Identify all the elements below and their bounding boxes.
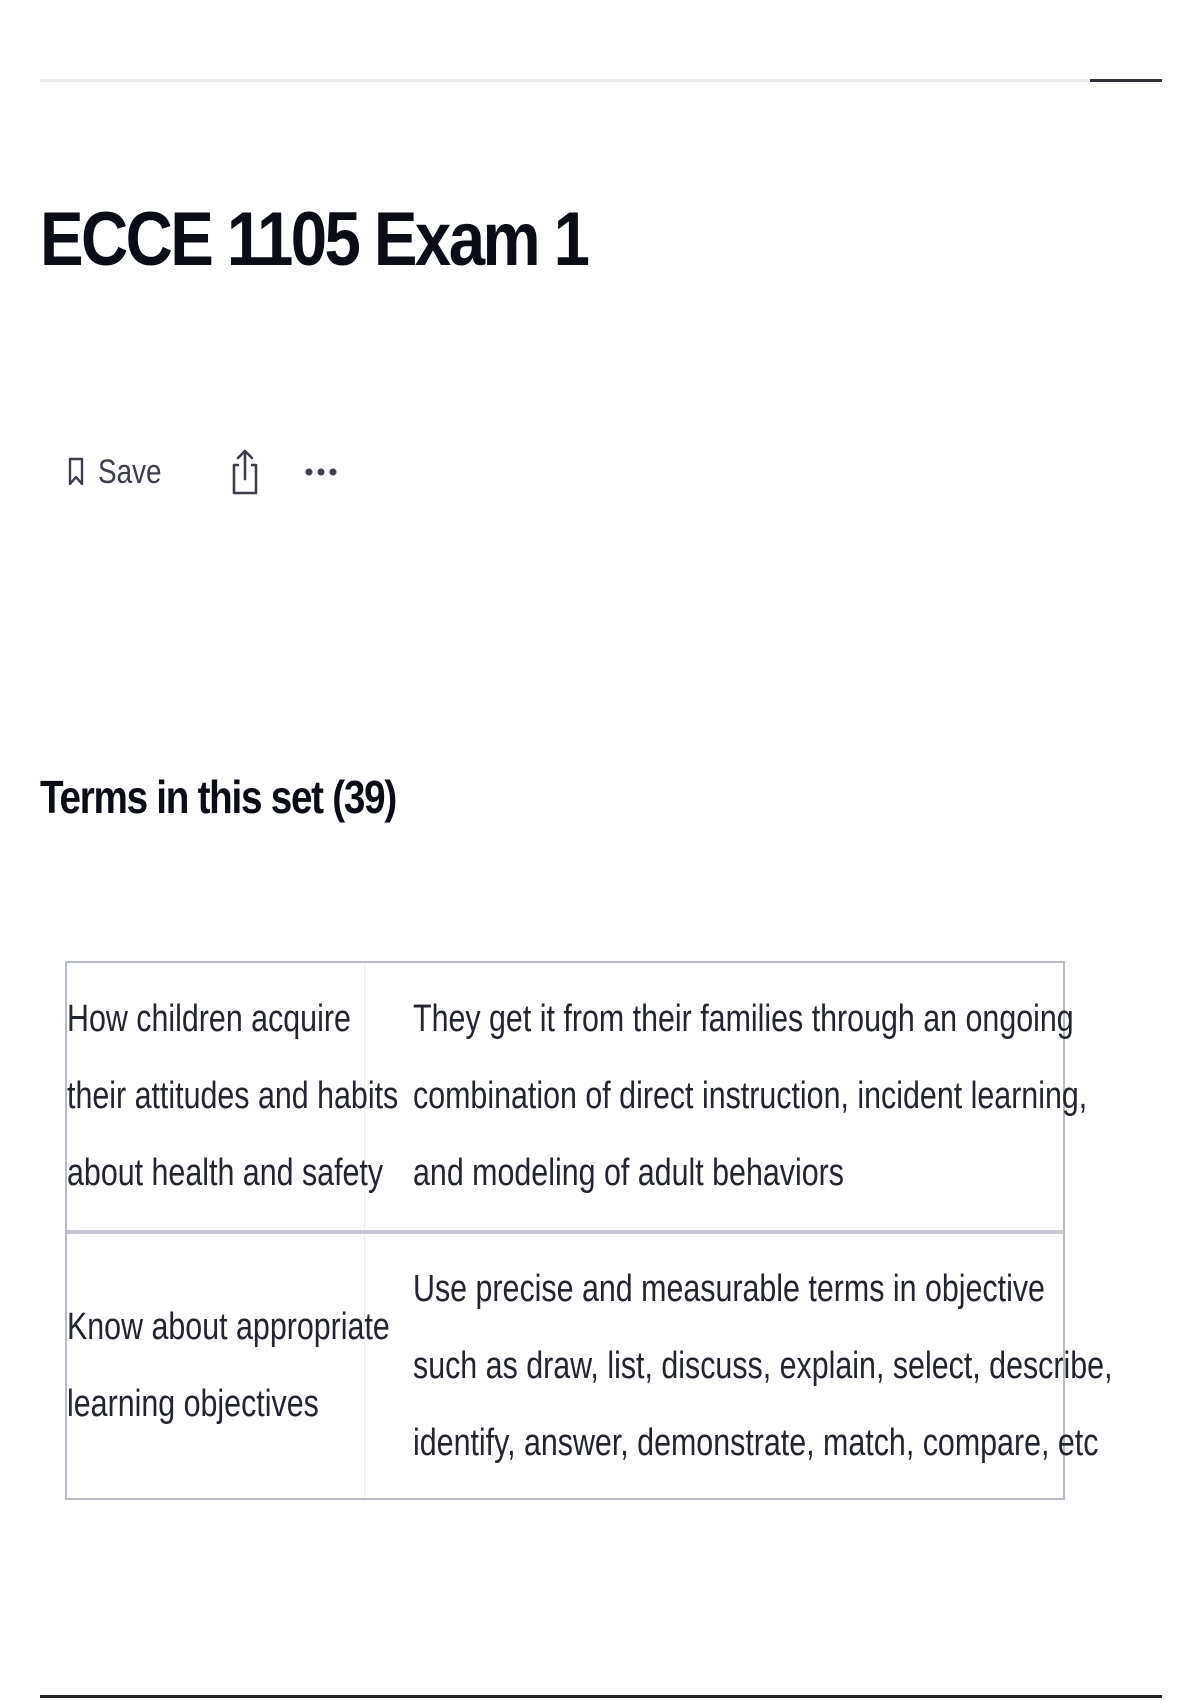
footer-divider <box>40 1695 1162 1698</box>
term-text <box>67 1289 390 1443</box>
header-divider <box>40 79 1090 82</box>
term-row[interactable] <box>67 1230 1113 1498</box>
definition-line: Use precise and measurable terms in objective <box>413 1267 1045 1310</box>
definition-text <box>413 981 1087 1212</box>
definition-text <box>413 1251 1113 1482</box>
header-divider-accent <box>1090 79 1162 82</box>
terms-table <box>65 961 1113 1500</box>
save-label: Save <box>98 452 162 491</box>
definition-line: identify, answer, demonstrate, match, compare, etc <box>413 1421 1099 1464</box>
page-title: ECCE 1105 Exam 1 <box>40 197 588 282</box>
term-line: Know about appropriate <box>67 1306 390 1348</box>
more-icon[interactable] <box>304 467 338 477</box>
save-button[interactable] <box>68 453 176 492</box>
term-line: their attitudes and habits <box>67 1075 399 1117</box>
definition-line: and modeling of adult behaviors <box>413 1152 844 1194</box>
share-icon[interactable] <box>230 448 260 496</box>
terms-heading: Terms in this set (39) <box>40 771 396 823</box>
term-cell <box>67 1234 390 1498</box>
definition-cell <box>365 1234 1200 1498</box>
definition-line: They get it from their families through an ongoing <box>413 998 1074 1040</box>
term-line: about health and safety <box>67 1152 384 1194</box>
definition-line: such as draw, list, discuss, explain, select, describe, <box>413 1344 1113 1387</box>
definition-line: combination of direct instruction, incident learning, <box>413 1075 1088 1117</box>
term-line: learning objectives <box>67 1383 319 1425</box>
bookmark-icon <box>68 457 84 487</box>
term-line: How children acquire <box>67 998 351 1040</box>
term-cell <box>67 963 399 1230</box>
term-row[interactable] <box>67 963 1088 1230</box>
action-bar <box>68 440 338 504</box>
definition-cell <box>365 963 1200 1230</box>
term-text <box>67 981 398 1212</box>
